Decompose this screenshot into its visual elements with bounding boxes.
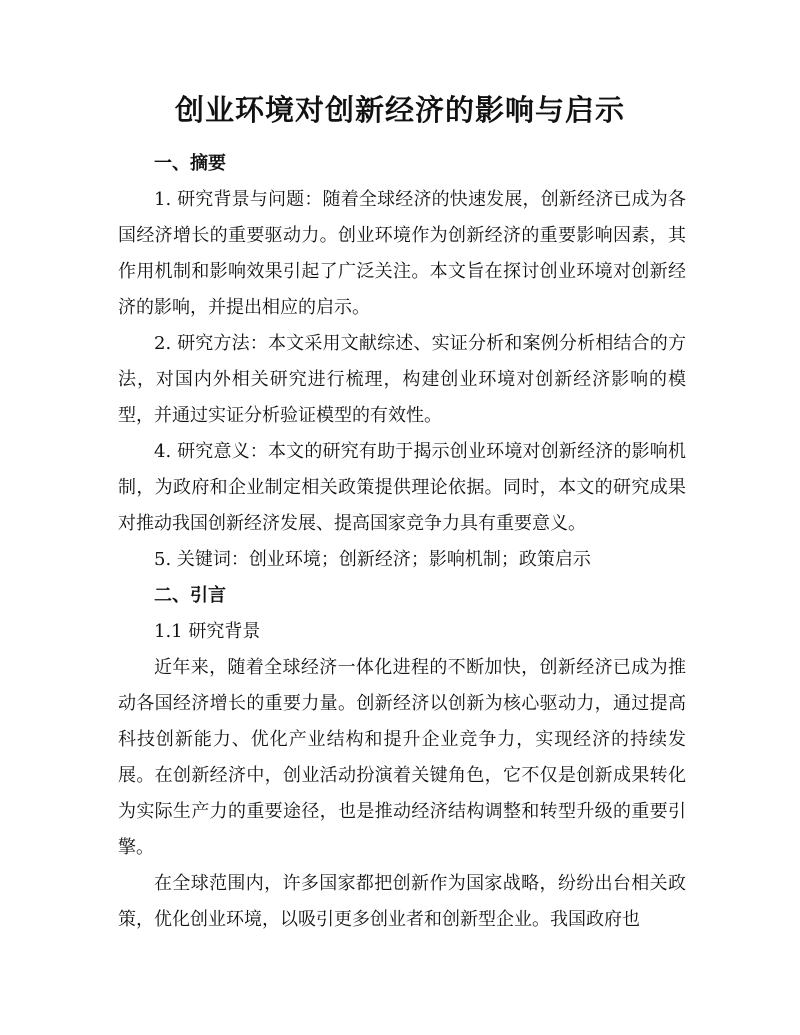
abstract-paragraph-keywords: 5. 关键词：创业环境；创新经济；影响机制；政策启示 bbox=[154, 549, 591, 570]
abstract-paragraph-method: 2. 研究方法：本文采用文献综述、实证分析和案例分析相结合的方法，对国内外相关研究进行梳理，构建创业环境对创新经济影响的模型，并通过实证分析验证模型的有效性。 bbox=[118, 333, 686, 426]
document-title: 创业环境对创新经济的影响与启示 bbox=[174, 93, 625, 127]
document-body bbox=[118, 146, 686, 938]
abstract-paragraph-significance: 4. 研究意义：本文的研究有助于揭示创业环境对创新经济的影响机制，为政府和企业制定相关政策提供理论依据。同时，本文的研究成果对推动我国创新经济发展、提高国家竞争力具有重要意义。 bbox=[118, 441, 686, 534]
introduction-paragraph-2: 在全球范围内，许多国家都把创新作为国家战略，纷纷出台相关政策，优化创业环境，以吸引更多创业者和创新型企业。我国政府也 bbox=[118, 873, 686, 930]
subsection-heading-background: 1.1 研究背景 bbox=[154, 621, 261, 642]
section-heading-abstract: 一、摘要 bbox=[154, 153, 226, 174]
introduction-paragraph-1: 近年来，随着全球经济一体化进程的不断加快，创新经济已成为推动各国经济增长的重要力量。创新经济以创新为核心驱动力，通过提高科技创新能力、优化产业结构和提升企业竞争力，实现经济的持续发展。在创新经济中，创业活动扮演着关键角色，它不仅是创新成果转化为实际生产力的重要途径，也是推动经济结构调整和转型升级的重要引擎。 bbox=[118, 657, 686, 858]
abstract-paragraph-background: 1. 研究背景与问题：随着全球经济的快速发展，创新经济已成为各国经济增长的重要驱动力。创业环境作为创新经济的重要影响因素，其作用机制和影响效果引起了广泛关注。本文旨在探讨创业环境对创新经济的影响，并提出相应的启示。 bbox=[118, 189, 686, 318]
section-heading-introduction: 二、引言 bbox=[154, 585, 226, 606]
